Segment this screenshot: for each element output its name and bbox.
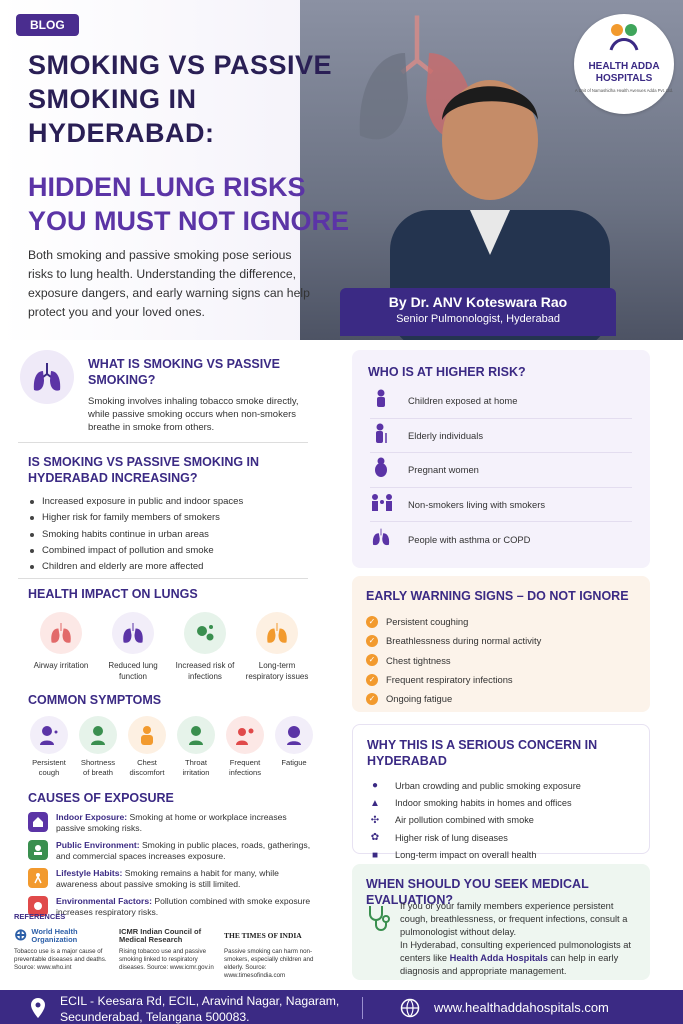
breath-icon [79, 716, 117, 754]
divider [18, 442, 308, 443]
website-link[interactable]: www.healthaddahospitals.com [434, 1000, 609, 1015]
seek-text: If you or your family members experience persistent cough, breathlessness, or frequent infections, consult a pulmonologist without delay. In Hyderabad, consulting experienced pulmonologists at centers like Health Adda Hospitals can help in early diagnosis and appropriate management. [400, 901, 632, 976]
risk-item: Pregnant women [370, 453, 632, 488]
hospital-logo[interactable] [574, 14, 674, 114]
impact-item: Airway irritation [28, 612, 94, 682]
risk-card [352, 350, 650, 568]
increasing-section [28, 454, 318, 575]
respiratory-lungs-icon [256, 612, 298, 654]
lungs-icon [20, 350, 74, 404]
reduced-lungs-icon [112, 612, 154, 654]
list-item: Increased exposure in public and indoor spaces [28, 494, 318, 510]
child-icon [370, 389, 392, 412]
warning-item: ✓ Breathlessness during normal activity [366, 631, 650, 650]
page-title: SMOKING VS PASSIVE SMOKING IN HYDERABAD: [28, 50, 333, 148]
warning-title: EARLY WARNING SIGNS – DO NOT IGNORE [366, 589, 629, 603]
symptom-item: Persistent cough [28, 716, 70, 778]
author-name: By Dr. ANV Koteswara Rao [388, 294, 568, 310]
reference-item: ⊕ World Health Organization Tobacco use is a major cause of preventable diseases and deaths. Source: www.who.int [14, 927, 107, 971]
symptom-item: Chest discomfort [126, 716, 168, 778]
symptoms-title: COMMON SYMPTOMS [28, 693, 162, 707]
what-text: Smoking involves inhaling tobacco smoke directly, while passive smoking occurs when non-smokers breathe in smoke from others. [88, 396, 299, 433]
intro-text: Both smoking and passive smoking pose serious risks to lung health. Understanding the difference, exposure dangers, and early warning signs can help protect you and your loved ones. [28, 248, 310, 319]
cause-item: Public Environment: Smoking in public places, roads, gatherings, and commercial spaces increases exposure. [28, 840, 318, 862]
reference-item: ICMR Indian Council of Medical Research Rising tobacco use and passive smoking linked to respiratory diseases. Source: www.icmr.gov.in [119, 927, 214, 971]
home-icon [28, 812, 48, 832]
reference-item: THE TIMES OF INDIA Passive smoking can harm non-smokers, especially children and elderly. Source: www.timesofindia.com [224, 931, 314, 979]
footer [0, 990, 683, 1024]
concern-item: ✿ Higher risk of lung diseases [367, 829, 649, 846]
list-item: Higher risk for family members of smokers [28, 510, 318, 526]
impact-item: Reduced lung function [100, 612, 166, 682]
office-icon: ▲ [370, 797, 380, 809]
author-badge [340, 288, 616, 336]
references-title: REFERENCES [14, 912, 66, 921]
seek-card [352, 864, 650, 980]
symptom-item: Shortness of breath [77, 716, 119, 778]
divider [18, 578, 308, 579]
logo-subtitle: A Unit of Namashidha Health Avenues Adda Pvt. Ltd. [574, 88, 674, 93]
check-icon: ✓ [366, 616, 378, 628]
impact-item: Long-term respiratory issues [244, 612, 310, 682]
public-icon [28, 840, 48, 860]
impact-section [28, 586, 318, 682]
stethoscope-icon [366, 904, 390, 932]
hospital-link[interactable]: Health Adda Hospitals [449, 953, 548, 963]
concern-card [352, 724, 650, 861]
risk-item: Elderly individuals [370, 419, 632, 454]
risk-lungs-icon: ✿ [370, 832, 380, 844]
asthma-lungs-icon [370, 527, 392, 552]
pregnant-icon [370, 457, 392, 482]
warning-item: ✓ Frequent respiratory infections [366, 670, 650, 689]
infection-icon [226, 716, 264, 754]
cause-item: Indoor Exposure: Smoking at home or workplace increases passive smoking risks. [28, 812, 318, 834]
list-item: Combined impact of pollution and smoke [28, 543, 318, 559]
concern-title: WHY THIS IS A SERIOUS CONCERN IN HYDERABAD [367, 738, 598, 768]
risk-item: People with asthma or COPD [370, 522, 632, 557]
cause-item: Environmental Factors: Pollution combined with smoke exposure increases respiratory risks. [28, 896, 318, 918]
health-icon: ■ [371, 849, 379, 861]
symptom-item: Frequent infections [224, 716, 266, 778]
crowd-icon: ● [371, 780, 379, 792]
warning-item: ✓ Ongoing fatigue [366, 689, 650, 708]
causes-title: CAUSES OF EXPOSURE [28, 791, 174, 805]
concern-item: ■ Long-term impact on overall health [367, 847, 649, 864]
impact-item: Increased risk of infections [172, 612, 238, 682]
what-section [18, 344, 318, 440]
virus-icon [184, 612, 226, 654]
address: ECIL - Keesara Rd, ECIL, Aravind Nagar, Nagaram, Secunderabad, Telangana 500083. [60, 994, 340, 1024]
check-icon: ✓ [366, 654, 378, 666]
risk-item: Non-smokers living with smokers [370, 488, 632, 523]
seek-title: WHEN SHOULD YOU SEEK MEDICAL EVALUATION? [366, 877, 589, 907]
warning-card [352, 576, 650, 712]
hero-banner [0, 0, 683, 340]
globe-icon [400, 998, 420, 1018]
check-icon: ✓ [366, 693, 378, 705]
references [14, 912, 334, 980]
concern-item: ✣ Air pollution combined with smoke [367, 812, 649, 829]
cough-icon [30, 716, 68, 754]
warning-item: ✓ Persistent coughing [366, 612, 650, 631]
list-item: Children and elderly are more affected [28, 559, 318, 575]
concern-item: ● Urban crowding and public smoking exposure [367, 777, 649, 794]
symptom-item: Throat irritation [175, 716, 217, 778]
check-icon: ✓ [366, 635, 378, 647]
symptom-item: Fatigue [273, 716, 315, 778]
symptoms-section [28, 692, 328, 778]
logo-name: HEALTH ADDA HOSPITALS [588, 61, 660, 84]
who-logo-icon: ⊕ [14, 927, 28, 944]
location-pin-icon [30, 998, 46, 1018]
logo-people-icon [607, 22, 641, 52]
divider [362, 997, 363, 1019]
what-title: WHAT IS SMOKING VS PASSIVE SMOKING? [88, 357, 280, 387]
pollution-icon: ✣ [370, 814, 380, 826]
page-subtitle: HIDDEN LUNG RISKS YOU MUST NOT IGNORE [28, 172, 350, 236]
list-item: Smoking habits continue in urban areas [28, 527, 318, 543]
family-icon [370, 493, 392, 516]
cause-item: Lifestyle Habits: Smoking remains a habit for many, while awareness about passive smoking is still limited. [28, 868, 318, 890]
risk-title: WHO IS AT HIGHER RISK? [368, 365, 526, 379]
check-icon: ✓ [366, 674, 378, 686]
author-role: Senior Pulmonologist, Hyderabad [396, 313, 560, 325]
fatigue-icon [275, 716, 313, 754]
increasing-title: IS SMOKING VS PASSIVE SMOKING IN HYDERABAD INCREASING? [28, 455, 260, 485]
impact-title: HEALTH IMPACT ON LUNGS [28, 587, 198, 601]
airway-lungs-icon [40, 612, 82, 654]
chest-icon [128, 716, 166, 754]
warning-item: ✓ Chest tightness [366, 651, 650, 670]
causes-section [28, 790, 318, 918]
throat-icon [177, 716, 215, 754]
lifestyle-icon [28, 868, 48, 888]
elderly-icon [370, 423, 392, 448]
risk-item: Children exposed at home [370, 384, 632, 419]
concern-item: ▲ Indoor smoking habits in homes and offices [367, 794, 649, 811]
blog-tag: BLOG [16, 14, 79, 36]
